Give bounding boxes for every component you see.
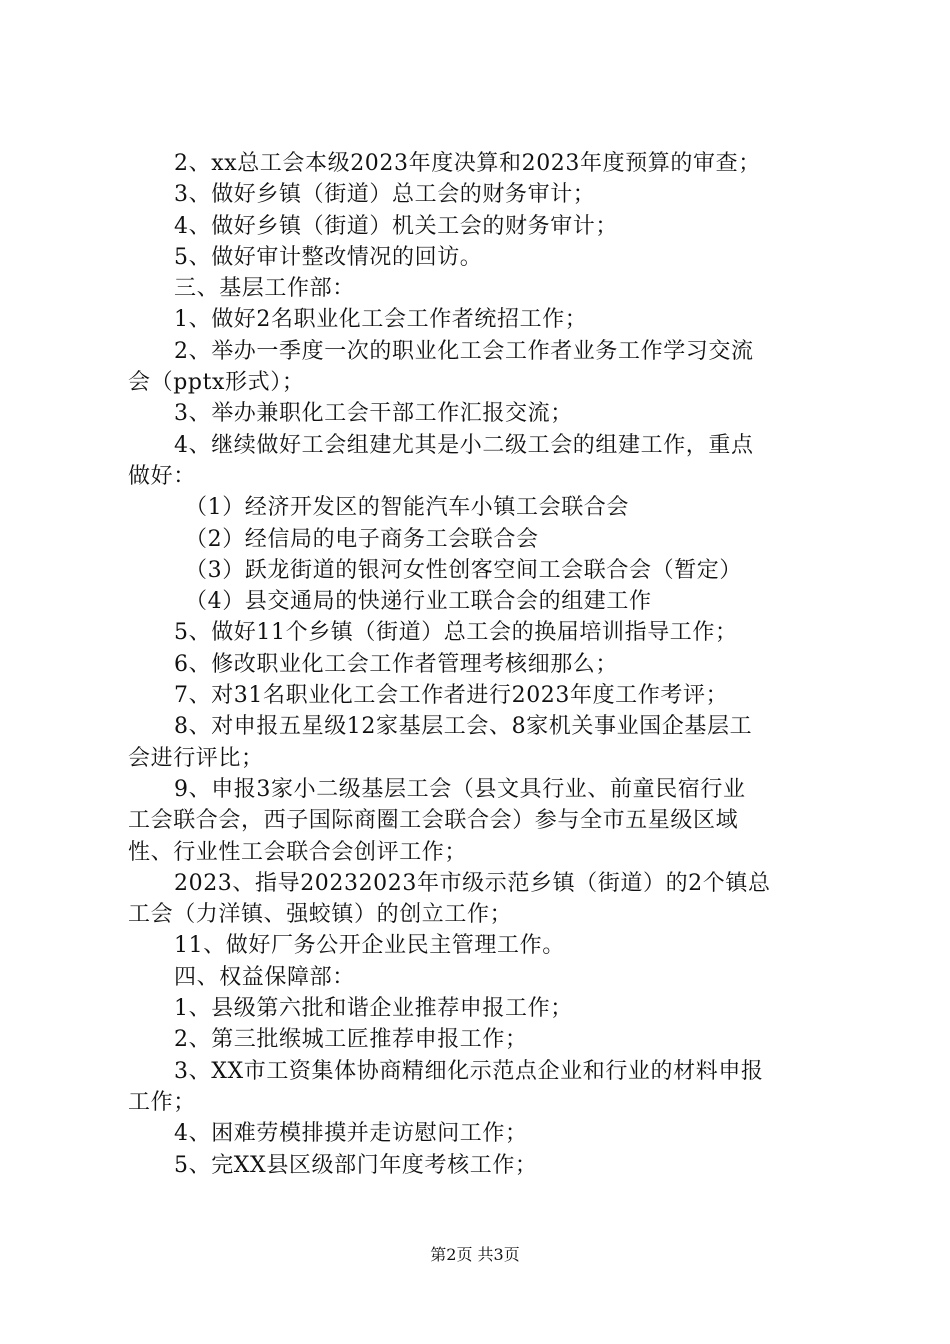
text-line: 四、权益保障部： bbox=[174, 964, 355, 990]
text-line: 5、做好审计整改情况的回访。 bbox=[174, 244, 483, 270]
text-line: （3）跃龙街道的银河女性创客空间工会联合会（暂定） bbox=[185, 557, 742, 583]
text-line: 会（pptx形式）； bbox=[128, 370, 305, 396]
text-line: （4）县交通局的快递行业工联合会的组建工作 bbox=[185, 589, 652, 615]
text-line: 2、第三批缑城工匠推荐申报工作； bbox=[174, 1027, 528, 1053]
text-line: 7、对31名职业化工会工作者进行2023年度工作考评； bbox=[174, 683, 729, 709]
text-line: 6、修改职业化工会工作者管理考核细那么； bbox=[174, 651, 618, 677]
text-line: 工会联合会，西子国际商圈工会联合会）参与全市五星级区域 bbox=[128, 808, 739, 834]
text-line: 工会（力洋镇、强蛟镇）的创立工作； bbox=[128, 902, 513, 928]
page-footer: 第2页 共3页 bbox=[430, 1245, 520, 1264]
text-line: 2023、指导20232023年市级示范乡镇（街道）的2个镇总 bbox=[174, 870, 771, 896]
text-line: 做好： bbox=[128, 463, 196, 489]
text-line: 4、做好乡镇（街道）机关工会的财务审计； bbox=[174, 213, 618, 239]
text-line: 1、做好2名职业化工会工作者统招工作； bbox=[174, 307, 588, 333]
text-line: 3、举办兼职化工会干部工作汇报交流； bbox=[174, 401, 573, 427]
text-line: 5、完XX县区级部门年度考核工作； bbox=[174, 1152, 538, 1178]
text-line: 5、做好11个乡镇（街道）总工会的换届培训指导工作； bbox=[174, 620, 738, 646]
text-line: 3、做好乡镇（街道）总工会的财务审计； bbox=[174, 182, 596, 208]
text-line: 2、xx总工会本级2023年度决算和2023年度预算的审查； bbox=[174, 151, 761, 176]
text-line: 8、对申报五星级12家基层工会、8家机关事业国企基层工 bbox=[174, 714, 753, 740]
text-line: 三、基层工作部： bbox=[174, 276, 355, 302]
text-line: 性、行业性工会联合会创评工作； bbox=[128, 839, 468, 865]
text-line: 4、困难劳模排摸并走访慰问工作； bbox=[174, 1121, 528, 1147]
text-line: 11、做好厂务公开企业民主管理工作。 bbox=[174, 933, 565, 959]
text-line: （2）经信局的电子商务工会联合会 bbox=[185, 526, 539, 552]
text-line: 2、举办一季度一次的职业化工会工作者业务工作学习交流 bbox=[174, 338, 754, 364]
text-line: 工作； bbox=[128, 1089, 196, 1115]
text-line: （1）经济开发区的智能汽车小镇工会联合会 bbox=[185, 495, 629, 521]
text-line: 9、申报3家小二级基层工会（县文具行业、前童民宿行业 bbox=[174, 776, 746, 802]
document-body bbox=[128, 148, 838, 1181]
text-line: 4、继续做好工会组建尤其是小二级工会的组建工作，重点 bbox=[174, 432, 754, 458]
text-line: 会进行评比； bbox=[128, 745, 264, 771]
text-line: 1、县级第六批和谐企业推荐申报工作； bbox=[174, 996, 573, 1022]
text-line: 3、XX市工资集体协商精细化示范点企业和行业的材料申报 bbox=[174, 1058, 764, 1084]
